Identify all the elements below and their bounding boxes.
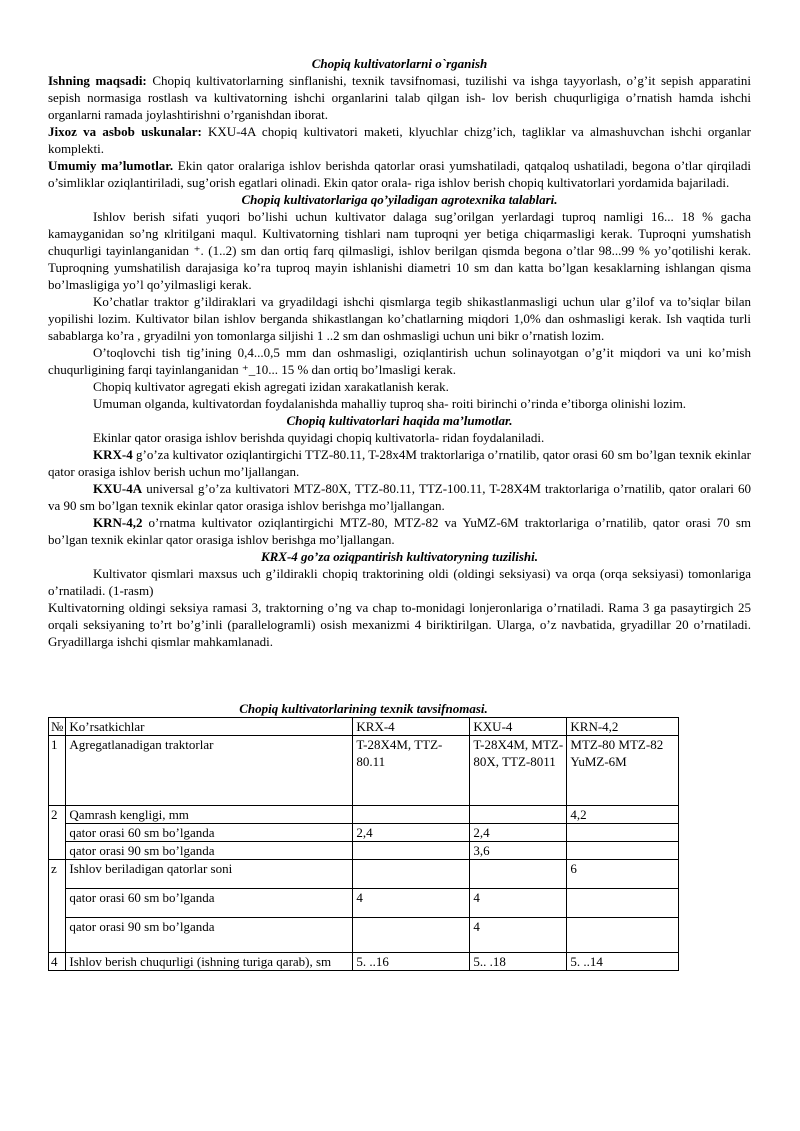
paragraph: Chopiq kultivator agregati ekish agregati izidan xarakatlanish kerak. [93,379,449,394]
aim-paragraph [48,72,751,123]
table-header-row [49,718,679,736]
tools-text: KXU-4A chopiq kultivatori maketi, klyuchlar chizg’ich, tagliklar va almashuvchan ishchi organlar komplekti. [48,124,751,156]
table-cell: qator orasi 90 sm bo’lganda [66,842,353,860]
kxu-paragraph [48,480,751,514]
table-cell: 4,2 [567,806,679,824]
table-cell [567,824,679,842]
krx-label: KRX-4 [93,447,133,462]
aim-label: Ishning maqsadi: [48,73,147,88]
table-cell: 2,4 [470,824,567,842]
table-cell: 6 [567,860,679,889]
krn-label: KRN-4,2 [93,515,143,530]
table-cell [353,806,470,824]
table-cell [470,806,567,824]
table-cell: 4 [49,953,66,971]
paragraph: Kultivator qismlari maxsus uch g’ildirakli chopiq traktorining oldi (oldingi seksiyasi) va orqa (orqa seksiyasi) tomonlariga o’rnatiladi. (1-rasm) [48,566,751,598]
tools-label: Jixoz va asbob uskunalar: [48,124,202,139]
table-cell [353,860,470,889]
paragraph: O’toqlovchi tish tig’ining 0,4...0,5 mm dan oshmasligi, oziqlantirish uchun solinayotgan o’g’it miqdori va uni ko’mish chuqurligining farqi tayinlanganidan ⁺_10... 15 % dan ortiq bo’lmasligi kerak. [48,345,751,377]
table-header-cell: Ko’rsatkichlar [66,718,353,736]
table-row [49,842,679,860]
krn-paragraph [48,514,751,548]
table-cell: z [49,860,66,953]
table-cell: MTZ-80 MTZ-82 YuMZ-6M [567,736,679,806]
kxu-text: universal g’o’za kultivatori MTZ-80X, TTZ-80.11, TTZ-100.11, T-28X4M traktorlariga o’rnatilib, qator oralari 60 va 90 sm bo’lgan texnik ekinlar qator orasiga ishlov berishga mo’ljallangan. [48,481,751,513]
table-cell: qator orasi 60 sm bo’lganda [66,889,353,918]
tools-paragraph [48,123,751,157]
table-header-cell: KRX-4 [353,718,470,736]
table-cell: 4 [470,889,567,918]
doc-title: Chopiq kultivatorlarni o`rganish [311,56,488,71]
table-cell [470,860,567,889]
table-cell: qator orasi 90 sm bo’lganda [66,918,353,953]
table-cell [567,889,679,918]
general-text: Ekin qator oralariga ishlov berishda qatorlar orasi yumshatiladi, qatqaloq ushatiladi, begona o’tlar qirqiladi o’simliklar oziqlantiriladi, sug’orish egatlari olinadi. Ekin qator orala- riga ishlov berish chopiq kultivatorlari yordamida bajariladi. [48,158,751,190]
table-cell: Qamrash kengligi, mm [66,806,353,824]
spec-table [48,717,679,971]
table-cell [567,918,679,953]
table-cell [353,918,470,953]
paragraph: Ekinlar qator orasiga ishlov berishda quyidagi chopiq kultivatorla- ridan foydalaniladi. [93,430,545,445]
table-cell: 2 [49,806,66,860]
krx-text: g’o’za kultivator oziqlantirgichi TTZ-80.11, T-28x4M traktorlariga o’rnatilib, qator orasi 60 sm bo’lgan texnik ekinlar qator orasiga ishlov berish uchun mo’ljallangan. [48,447,751,479]
table-header-cell: KXU-4 [470,718,567,736]
paragraph: Umuman olganda, kultivatordan foydalanishda mahalliy tuproq sha- roiti birinchi o’rinda e’tiborga olinishi lozim. [93,396,687,411]
table-cell: 1 [49,736,66,806]
table-cell: 5.. .18 [470,953,567,971]
paragraph: Kultivatorning oldingi seksiya ramasi 3, traktorning o’ng va chap to-monidagi lonjeronlariga o’rnatiladi. Rama 3 ga pasaytirgich 25 orqali seksiyaning to’rt bo’g’inli (parallelogramli) osish mexanizmi 4 biriktirilgan. Ularga, o’z navbatida, gryadillar 20 o’rnatiladi. Gryadillarga ishchi qismlar mahkamlanadi. [48,600,751,649]
paragraph: Ishlov berish sifati yuqori bo’lishi uchun kultivator dalaga sug’orilgan yerlardagi tuproq namligi 16... 18 % gacha kamayganidan so’ng кlritilgani maqul. Kultivatorning tishlari nam tuproqni yer betiga chiqarmasligi kerak. Tuproqni yumshatish chuqurligi tayinlanganidan ⁺. (1..2) sm dan ortiq farq qilmasligi, ishlov berilgan qismda begona o’tlar 98...99 % yo’qotilishi kerak. Tuproqning yumshatilish darajasiga ko’ra tuproq mayin ishlanishi diametri 10 sm dan katta bo’lgan kesaklarning ishlangan qisma bo’lmasligiga yo’l qo’yilmasligi kerak. [48,209,751,292]
table-title: Chopiq kultivatorlarining texnik tavsifnomasi. [239,701,488,716]
table-cell: qator orasi 60 sm bo’lganda [66,824,353,842]
general-paragraph [48,157,751,191]
document-page [48,55,751,971]
table-cell [353,842,470,860]
table-row [49,736,679,806]
table-header-cell: KRN-4,2 [567,718,679,736]
general-label: Umumiy ma’lumotlar. [48,158,174,173]
table-row [49,824,679,842]
table-cell: 5. ..14 [567,953,679,971]
table-header-cell: № [49,718,66,736]
section-title-requirements: Chopiq kultivatorlariga qo’yiladigan agrotexnika talablari. [241,192,558,207]
table-cell: 3,6 [470,842,567,860]
table-row [49,860,679,889]
table-cell: 5. ..16 [353,953,470,971]
table-row [49,889,679,918]
spacer [48,650,751,700]
aim-text: Chopiq kultivatorlarning sinflanishi, texnik tavsifnomasi, tuzilishi va ishga tayyorlash, o’g’it sepish apparatini sepish normasiga rostlash va kultivatorning ishchi organlarini talab qilgan ish- lov berish chuqurligiga o’rnatish hamda ishchi organlarni ramada joylashtirishni o’rganishdan iborat. [48,73,751,122]
table-row [49,806,679,824]
paragraph: Ko’chatlar traktor g’ildiraklari va gryadildagi ishchi qismlarga tegib shikastlanmasligi uchun ular g’ilof va to’siqlar bilan yopilishi lozim. Kultivator bilan ishlov berganda shikastlangan ko’chatlarning miqdori 1,0% dan oshmasligi kerak. Ish vaqtida turli sabablarga ko’ra , gryadilni yon tomonlarga siljishi 1 ..2 sm dan oshmasligi uchun uni bikr o’rnatish lozim. [48,294,751,343]
table-cell: 4 [353,889,470,918]
table-cell: T-28X4M, TTZ-80.11 [353,736,470,806]
table-cell: Ishlov berish chuqurligi (ishning turiga qarab), sm [66,953,353,971]
section-title-structure: KRX-4 go’za oziqpantirish kultivatoryning tuzilishi. [260,549,539,564]
krn-text: o’rnatma kultivator oziqlantirgichi MTZ-80, MTZ-82 va YuMZ-6M traktorlariga o’rnatilib, qator orasi 70 sm bo’lgan texnik ekinlar qator orasiga ishlov berishga mo’ljallangan. [48,515,751,547]
table-row [49,918,679,953]
table-cell: Agregatlanadigan traktorlar [66,736,353,806]
table-cell [567,842,679,860]
table-cell: 4 [470,918,567,953]
table-row [49,953,679,971]
section-title-info: Chopiq kultivatorlari haqida ma’lumotlar. [286,413,513,428]
kxu-label: KXU-4A [93,481,143,496]
krx-paragraph [48,446,751,480]
table-cell: T-28X4M, MTZ-80X, TTZ-8011 [470,736,567,806]
table-cell: 2,4 [353,824,470,842]
table-cell: Ishlov beriladigan qatorlar soni [66,860,353,889]
